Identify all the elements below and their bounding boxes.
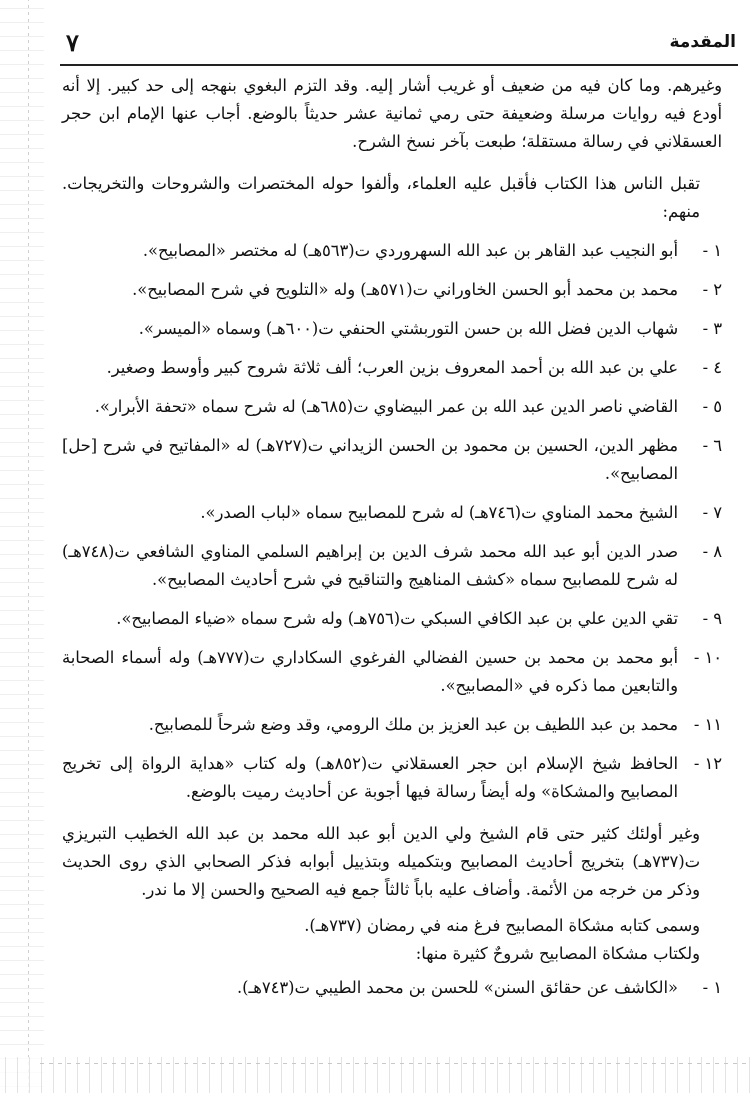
list-item-text: صدر الدين أبو عبد الله محمد شرف الدين بن إبراهيم السلمي المناوي الشافعي ت(٧٤٨هـ) له شرح للمصابيح سماه «كشف المناهيج والتناقيح في شرح أحاديث المصابيح». — [62, 542, 678, 589]
running-head: المقدمة — [669, 32, 736, 52]
list-item-number: ١ - — [702, 241, 722, 260]
list-item-text: مظهر الدين، الحسين بن محمود بن الحسن الزيداني ت(٧٢٧هـ) له «المفاتيح في شرح [حل] المصابيح». — [62, 436, 679, 483]
list-item-number: ٤ - — [702, 358, 722, 377]
list-item-text: محمد بن محمد أبو الحسن الخاوراني ت(٥٧١هـ) وله «التلويح في شرح المصابيح». — [132, 280, 678, 299]
list-item — [62, 974, 722, 1002]
list-item-number: ٢ - — [702, 280, 722, 299]
intro-paragraph-2: تقبل الناس هذا الكتاب فأقبل عليه العلماء، وألفوا حوله المختصرات والشروحات والتخريجات. منهم: — [62, 174, 700, 221]
commentaries-list — [62, 974, 722, 1002]
list-item-text: الشيخ محمد المناوي ت(٧٤٦هـ) له شرح للمصابيح سماه «لباب الصدر». — [200, 503, 678, 522]
list-item-number: ٨ - — [702, 542, 722, 561]
list-item-text: أبو النجيب عبد القاهر بن عبد الله السهروردي ت(٥٦٣هـ) له مختصر «المصابيح». — [142, 241, 678, 260]
body-paragraph-4: وسمى كتابه مشكاة المصابيح فرغ منه في رمضان (٧٣٧هـ). — [304, 916, 700, 935]
page-body — [62, 72, 722, 1002]
list-item — [62, 393, 722, 421]
list-item-text: الحافظ شيخ الإسلام ابن حجر العسقلاني ت(٨٥٢هـ) وله كتاب «هداية الرواة إلى تخريج المصابيح والمشكاة» وله أيضاً رسالة فيها أجوبة عن أحاديث رميت بالوضع. — [62, 754, 678, 801]
list-item — [62, 276, 722, 304]
list-item — [62, 237, 722, 265]
scan-edge-bottom — [0, 1057, 756, 1093]
list-item — [62, 315, 722, 343]
intro-paragraph-1: وغيرهم. وما كان فيه من ضعيف أو غريب أشار إليه. وقد التزم البغوي بنهجه إلى حد كبير. إلا أنه أودع فيه روايات مرسلة وضعيفة حتى رمي ثمانية عشر حديثاً بالوضع. أجاب عنها الإمام ابن حجر العسقلاني في رسالة مستقلة؛ طبعت بآخر نسخ الشرح. — [62, 76, 722, 151]
body-paragraph-3: وغير أولئك كثير حتى قام الشيخ ولي الدين أبو عبد الله محمد بن عبد الله الخطيب التبريزي ت(٧٣٧هـ) بتخريج أحاديث المصابيح وبتكميله وبتذييل أبوابه فذكر الصحابي الذي روى الحديث وذكر من خرجه من الأئمة. وأضاف عليه باباً ثالثاً جمع فيه الصحيح والحسن إلا ما ندر. — [62, 824, 700, 899]
list-item — [62, 432, 722, 488]
list-item-text: شهاب الدين فضل الله بن حسن التوربشتي الحنفي ت(٦٠٠هـ) وسماه «الميسر». — [138, 319, 678, 338]
list-item-number: ٥ - — [702, 397, 722, 416]
list-item — [62, 499, 722, 527]
scan-edge-left — [0, 0, 44, 1093]
list-item-number: ٧ - — [702, 503, 722, 522]
page-header — [60, 28, 738, 60]
list-item-number: ١٠ - — [693, 648, 722, 667]
list-item — [62, 354, 722, 382]
list-item — [62, 750, 722, 806]
list-item-number: ١ - — [702, 978, 722, 997]
list-item-number: ٦ - — [702, 436, 722, 455]
list-item-number: ٣ - — [702, 319, 722, 338]
list-item — [62, 644, 722, 700]
list-item-text: القاضي ناصر الدين عبد الله بن عمر البيضاوي ت(٦٨٥هـ) له شرح سماه «تحفة الأبرار». — [94, 397, 678, 416]
list-item-text: أبو محمد بن محمد بن حسين الفضالي الفرغوي السكاداري ت(٧٧٧هـ) وله أسماء الصحابة والتابعين مما ذكره في «المصابيح». — [62, 648, 678, 695]
list-item — [62, 605, 722, 633]
list-item — [62, 538, 722, 594]
list-item-number: ١١ - — [693, 715, 722, 734]
list-item-number: ٩ - — [702, 609, 722, 628]
list-item-text: علي بن عبد الله بن أحمد المعروف بزين العرب؛ ألف ثلاثة شروح كبير وأوسط وصغير. — [106, 358, 678, 377]
list-item — [62, 711, 722, 739]
list-item-text: محمد بن عبد اللطيف بن عبد العزيز بن ملك الرومي، وقد وضع شرحاً للمصابيح. — [148, 715, 678, 734]
page-number: ٧ — [66, 28, 79, 57]
list-item-text: «الكاشف عن حقائق السنن» للحسن بن محمد الطيبي ت(٧٤٣هـ). — [236, 978, 678, 997]
works-list — [62, 237, 722, 806]
header-rule — [60, 64, 738, 66]
list-item-text: تقي الدين علي بن عبد الكافي السبكي ت(٧٥٦هـ) وله شرح سماه «ضياء المصابيح». — [116, 609, 678, 628]
list-item-number: ١٢ - — [693, 754, 722, 773]
body-paragraph-5: ولكتاب مشكاة المصابيح شروحٌ كثيرة منها: — [415, 944, 700, 963]
